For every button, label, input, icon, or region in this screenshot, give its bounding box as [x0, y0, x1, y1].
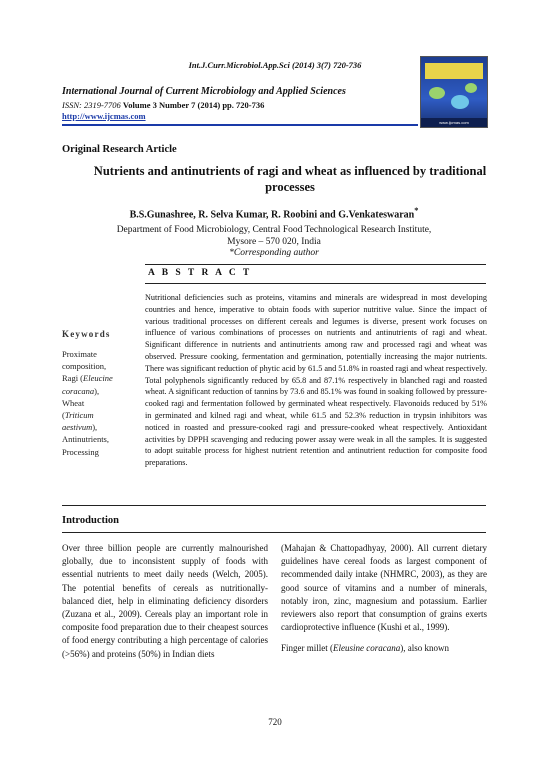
- journal-url-link[interactable]: http://www.ijcmas.com: [62, 111, 146, 121]
- affiliation-line: Department of Food Microbiology, Central Food Technological Research Institute,: [116, 225, 432, 235]
- text-span: ), also known: [400, 643, 449, 654]
- abstract-heading: A B S T R A C T: [148, 268, 252, 278]
- keyword-text: ),: [92, 422, 98, 433]
- journal-cover-image: [420, 56, 488, 128]
- cover-url: www.ijcmas.com: [421, 118, 487, 127]
- abstract-rule: [145, 264, 486, 265]
- keyword: [62, 433, 140, 445]
- affiliation-line: Mysore – 570 020, India: [227, 237, 321, 247]
- keyword-text: Processing: [62, 446, 99, 457]
- header-rule: [62, 124, 418, 126]
- volume-info: Volume 3 Number 7 (2014) pp. 720-736: [122, 100, 265, 110]
- keywords-list: [62, 348, 140, 458]
- cover-blob: [465, 83, 477, 93]
- author-names: B.S.Gunashree, R. Selva Kumar, R. Roobini and G.Venkateswaran: [129, 209, 415, 221]
- journal-issn: [62, 100, 264, 110]
- authors: [62, 206, 486, 220]
- keyword: [62, 348, 140, 360]
- page-number: 720: [268, 717, 282, 727]
- keywords-heading: Keywords: [62, 329, 111, 339]
- cover-title-band: [425, 63, 483, 79]
- keyword-text: Wheat: [62, 397, 85, 408]
- cover-blob: [451, 95, 469, 109]
- keyword: [62, 360, 140, 372]
- keyword-text: ),: [94, 385, 100, 396]
- keyword: [62, 421, 140, 433]
- text-span: Finger millet (: [281, 643, 333, 654]
- article-title: Nutrients and antinutrients of ragi and wheat as influenced by traditional processes: [93, 164, 487, 194]
- keyword: [62, 385, 140, 397]
- abstract-text: Nutritional deficiencies such as proteins, vitamins and minerals are widespread in most developing countries and hence, imperative to obtain foods with superior nutritive value. Since the impact of various traditional processes on different cereals and legumes is diverse, present work focuses on influence of various combinations of processes on nutrients and antinutrients of ragi and wheat. Significant difference in nutrients and antinutrients among raw and processed ragi and wheat was observed. Pressure cooking, fermentation and germination, potentially increasing the major nutrients. There was significant reduction of phytic acid by 61.5 and 51.8% in roasted ragi and wheat respectively. Total polyphenols significantly reduced by 65.8 and 87.1% respectively in blanched ragi and roasted wheat. A significant reduction of tannins by 73.6 and 85.1% was found in soaking followed by pressure-cooked ragi and fermentation followed by germinated wheat respectively. Flavonoids reduced by 51% in germinated and kilned ragi and wheat, while 61.5 and 52.3% reduction in trypsin inhibitors was noticed in roasted and pressure-cooked ragi and pressure-cooked wheat respectively. Antioxidant activities by DPPH scavenging and reducing power assay were weak in all the samples. It is suggested to adopt suitable process for highest nutrient retention and antinutrient reduction for composite food preparations.: [145, 293, 487, 468]
- introduction-heading: Introduction: [62, 515, 119, 526]
- running-head: Int.J.Curr.Microbiol.App.Sci (2014) 3(7) 720-736: [188, 60, 362, 70]
- keyword-italic: Eleucine: [83, 373, 113, 384]
- keyword-text: Proximate: [62, 349, 97, 359]
- intro-paragraph: Over three billion people are currently malnourished globally, due to inconsistent supply of foods with essential nutrients to meet daily needs (Welch, 2005). The potential benefits of cereals as nutritionally- balanced diet, help in eliminating deficiency disorders (Zuzana et al., 2009). Cereals play an important role in composite food preparation due to their cheapest sources of food energy contributing a high percentage of calories (>56%) and proteins (50%) in Indian diets: [62, 543, 268, 659]
- abstract-rule: [145, 283, 486, 284]
- keyword: [62, 409, 140, 421]
- keyword-italic: coracana: [62, 385, 95, 396]
- keyword: [62, 446, 140, 458]
- article-type: Original Research Article: [62, 144, 177, 155]
- cover-blob: [429, 87, 445, 99]
- intro-column-left: [62, 542, 268, 669]
- keyword-text: Antinutrients,: [62, 434, 109, 445]
- species-name: Eleusine coracana: [333, 643, 401, 654]
- section-rule: [62, 505, 486, 506]
- keyword-text: Ragi (: [62, 373, 84, 384]
- keyword: [62, 397, 140, 409]
- section-rule: [62, 532, 486, 533]
- intro-paragraph: (Mahajan & Chattopadhyay, 2000). All current dietary guidelines have cereal foods as largest component of recommended daily intake (NHMRC, 2003), as they are good source of vitamins and a number of minerals, notably iron, zinc, magnesium and potassium. Earlier reviewers also report that consumption of grains exerts cardioprotective influence (Kushi et al., 1999).: [281, 543, 487, 633]
- corresponding-mark: *: [414, 206, 419, 215]
- intro-column-right: [281, 542, 487, 664]
- keyword-italic: aestivum: [62, 422, 93, 433]
- keyword-text: (: [62, 410, 65, 421]
- keyword-italic: Triticum: [64, 410, 94, 421]
- affiliation: [62, 224, 486, 248]
- keyword-text: composition,: [62, 361, 107, 372]
- journal-name: International Journal of Current Microbiology and Applied Sciences: [62, 86, 346, 97]
- issn-label: ISSN: 2319-7706: [62, 100, 121, 110]
- corresponding-author: *Corresponding author: [229, 248, 319, 258]
- intro-paragraph: [281, 642, 487, 655]
- keyword: [62, 372, 140, 384]
